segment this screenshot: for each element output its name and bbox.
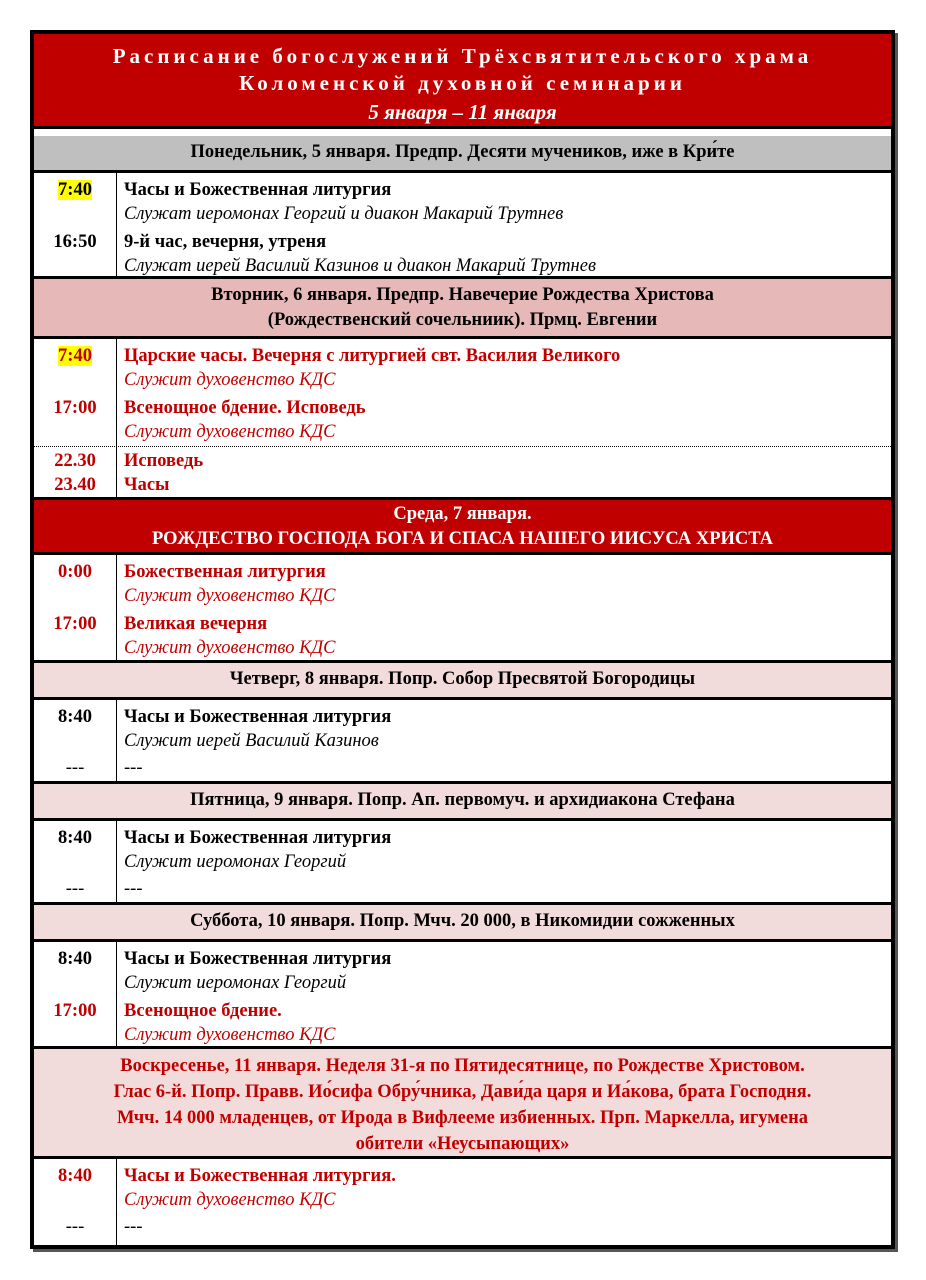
service-title: Часы и Божественная литургия — [124, 949, 392, 969]
service-clergy: Служит духовенство КДС — [124, 422, 336, 442]
day-heading-line: Пятница, 9 января. Попр. Ап. первомуч. и архидиакона Стефана — [190, 790, 735, 810]
service-clergy: Служит иерей Василий Казинов — [124, 731, 379, 751]
day-services-friday — [34, 821, 891, 905]
day-heading-line: Суббота, 10 января. Попр. Мчч. 20 000, в Никомидии сожженных — [190, 911, 735, 931]
dotted-separator — [34, 446, 891, 447]
service-clergy: Служат иеромонах Георгий и диакон Макарий Трутнев — [124, 204, 564, 224]
header-title-line-1: Расписание богослужений Трёхсвятительского храма — [112, 44, 813, 68]
service-clergy: Служит иеромонах Георгий — [124, 852, 347, 872]
day-services-saturday — [34, 942, 891, 1049]
service-title: Исповедь — [124, 451, 204, 471]
day-heading-friday — [34, 784, 891, 821]
column-divider — [116, 1159, 117, 1245]
service-time: --- — [65, 879, 85, 899]
service-title: --- — [124, 758, 143, 778]
service-time: 16:50 — [53, 232, 97, 252]
service-title: Часы и Божественная литургия. — [124, 1166, 396, 1186]
service-title: Всенощное бдение. Исповедь — [124, 398, 366, 418]
time-highlight: 7:40 — [58, 346, 92, 366]
schedule-frame — [30, 30, 895, 1249]
service-clergy: Служит духовенство КДС — [124, 586, 336, 606]
service-title: Божественная литургия — [124, 562, 326, 582]
service-title: Часы и Божественная литургия — [124, 828, 392, 848]
day-heading-line: обители «Неусыпающих» — [355, 1134, 570, 1154]
schedule-header — [34, 34, 891, 129]
day-heading-tuesday — [34, 279, 891, 339]
service-title: Великая вечерня — [124, 614, 268, 634]
service-title: Всенощное бдение. — [124, 1001, 282, 1021]
service-time: 22.30 — [54, 451, 96, 471]
column-divider — [116, 173, 117, 276]
service-time — [34, 178, 116, 202]
day-heading-monday — [34, 136, 891, 173]
header-dates: 5 января – 11 января — [368, 100, 557, 124]
service-time: 17:00 — [53, 398, 97, 418]
day-heading-saturday — [34, 905, 891, 942]
service-time: 0:00 — [58, 562, 92, 582]
day-heading-wednesday — [34, 500, 891, 555]
column-divider — [116, 821, 117, 902]
day-services-monday — [34, 173, 891, 279]
day-heading-line: Понедельник, 5 января. Предпр. Десяти мучеников, иже в Кри́те — [190, 142, 735, 162]
service-title: Часы и Божественная литургия — [124, 180, 392, 200]
day-heading-thursday — [34, 663, 891, 700]
column-divider — [116, 700, 117, 781]
service-clergy: Служит духовенство КДС — [124, 370, 336, 390]
service-time: 8:40 — [58, 949, 92, 969]
service-title: --- — [124, 1217, 143, 1237]
service-time: --- — [65, 1217, 85, 1237]
service-title: Часы — [124, 475, 170, 495]
day-heading-line: Воскресенье, 11 января. Неделя 31-я по Пятидесятнице, по Рождестве Христовом. — [120, 1056, 805, 1076]
day-heading-line: Мчч. 14 000 младенцев, от Ирода в Вифлееме избиенных. Прп. Маркелла, игумена — [116, 1108, 808, 1128]
service-clergy: Служит духовенство КДС — [124, 638, 336, 658]
day-heading-line: Глас 6-й. Попр. Правв. Ио́сифа Обру́чника, Дави́да царя и Иа́кова, брата Господня. — [113, 1082, 812, 1102]
service-clergy: Служит духовенство КДС — [124, 1190, 336, 1210]
column-divider — [116, 942, 117, 1046]
service-clergy: Служит духовенство КДС — [124, 1025, 336, 1045]
day-services-thursday — [34, 700, 891, 784]
service-title: 9-й час, вечерня, утреня — [124, 232, 327, 252]
service-clergy: Служит иеромонах Георгий — [124, 973, 347, 993]
service-time: 8:40 — [58, 707, 92, 727]
service-time — [34, 344, 116, 368]
day-heading-line: Четверг, 8 января. Попр. Собор Пресвятой Богородицы — [229, 669, 696, 689]
service-time: 23.40 — [54, 475, 96, 495]
service-time: --- — [65, 758, 85, 778]
column-divider — [116, 339, 117, 497]
service-title: --- — [124, 879, 143, 899]
service-time: 17:00 — [53, 1001, 97, 1021]
header-title-line-2: Коломенской духовной семинарии — [239, 71, 686, 95]
service-time: 8:40 — [58, 828, 92, 848]
service-title: Часы и Божественная литургия — [124, 707, 392, 727]
day-heading-line: РОЖДЕСТВО ГОСПОДА БОГА И СПАСА НАШЕГО ИИСУСА ХРИСТА — [151, 529, 774, 549]
day-heading-line: (Рождественский сочельниик). Прмц. Евгении — [267, 310, 658, 330]
day-services-tuesday — [34, 339, 891, 500]
service-time: 8:40 — [58, 1166, 92, 1186]
day-services-sunday — [34, 1159, 891, 1245]
day-heading-sunday — [34, 1049, 891, 1159]
day-services-wednesday — [34, 555, 891, 663]
service-clergy: Служат иерей Василий Казинов и диакон Макарий Трутнев — [124, 256, 596, 276]
day-heading-line: Среда, 7 января. — [393, 504, 532, 524]
time-highlight: 7:40 — [58, 180, 92, 200]
column-divider — [116, 555, 117, 660]
day-heading-line: Вторник, 6 января. Предпр. Навечерие Рождества Христова — [211, 285, 714, 305]
service-time: 17:00 — [53, 614, 97, 634]
service-title: Царские часы. Вечерня с литургией свт. Василия Великого — [124, 346, 621, 366]
